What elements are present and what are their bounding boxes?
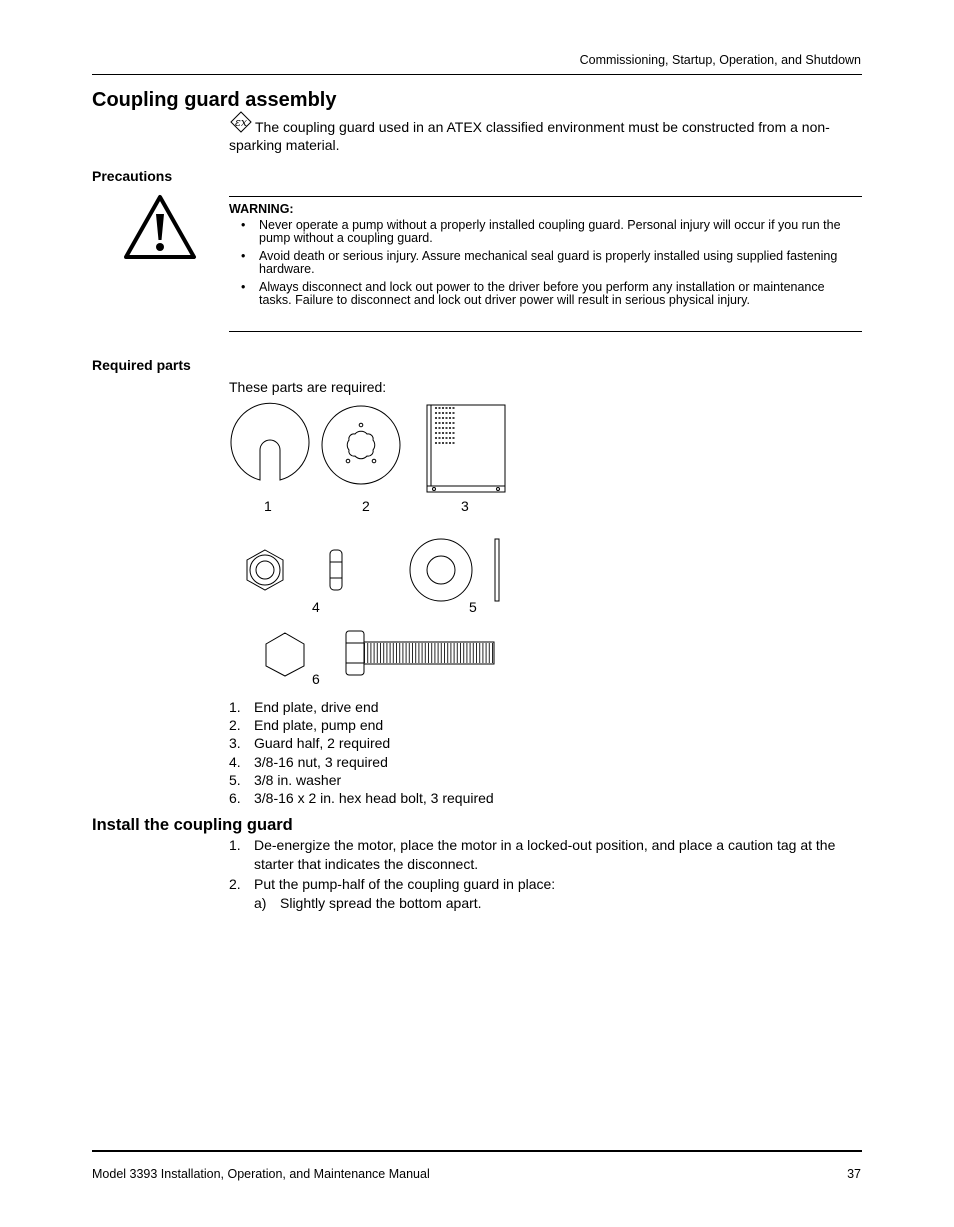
page-title: Coupling guard assembly [92,89,337,111]
step-text: Put the pump-half of the coupling guard in place: [254,876,556,892]
list-item [229,716,494,734]
list-text: End plate, drive end [254,699,379,715]
warning-list [241,219,851,312]
running-header: Commissioning, Startup, Operation, and Shutdown [579,53,861,67]
footer-manual-title: Model 3393 Installation, Operation, and Maintenance Manual [92,1167,430,1181]
substep-number: a) [254,895,267,911]
list-number: 1. [229,699,241,715]
part-1-drive-end-plate [231,403,309,480]
footer-rule [92,1150,862,1152]
part-4-nut [247,550,342,590]
list-number: 4. [229,753,241,770]
substep-list [254,894,859,913]
list-item [229,753,494,771]
figure-label: 1 [264,498,272,514]
required-parts-heading: Required parts [92,357,191,373]
list-item [229,789,494,807]
parts-list [229,698,494,807]
part-5-washer [410,539,499,601]
part-3-guard-half [427,405,505,492]
warning-item: • Always disconnect and lock out power to the driver before you perform any installation or maintenance tasks. Failure to disconnect and lock out driver power will result in serious physical injury. [241,281,851,307]
part-6-bolt [266,631,494,676]
list-text: 3/8 in. washer [254,771,342,788]
parts-intro: These parts are required: [229,379,387,395]
list-number: 2. [229,717,241,734]
parts-illustration [225,400,515,692]
atex-note: The coupling guard used in an ATEX classified environment must be constructed from a non-sparking material. [229,119,830,153]
list-text: 3/8-16 x 2 in. hex head bolt, 3 required [254,790,494,807]
figure-label: 5 [469,599,477,615]
page-number: 37 [847,1167,861,1181]
substep-item [254,894,859,913]
substep-text: Slightly spread the bottom apart. [280,895,482,911]
svg-text:εx: εx [234,116,248,129]
warning-label: WARNING: [229,202,294,216]
figure-label: 4 [312,599,320,615]
header-rule [92,74,862,75]
list-item [229,771,494,789]
list-text: Guard half, 2 required [254,735,391,752]
figure-label: 3 [461,498,469,514]
warning-item: • Avoid death or serious injury. Assure mechanical seal guard is properly installed using supplied fastening hardware. [241,250,851,276]
warning-item: • Never operate a pump without a properly installed coupling guard. Personal injury will occur if you run the pump without a coupling guard. [241,219,851,245]
list-item [229,734,494,752]
list-number: 5. [229,771,241,788]
list-text: 3/8-16 nut, 3 required [254,753,388,770]
warning-triangle-icon [123,194,197,260]
install-steps [229,836,859,914]
step-item [229,875,859,913]
list-text: End plate, pump end [254,717,384,734]
install-heading: Install the coupling guard [92,816,293,834]
figure-label: 6 [312,671,320,687]
list-number: 3. [229,735,241,752]
part-2-pump-end-plate [322,406,400,484]
figure-label: 2 [362,498,370,514]
step-item [229,836,859,874]
step-text: De-energize the motor, place the motor in a locked-out position, and place a caution tag at the starter that indicates the disconnect. [254,837,836,872]
list-item [229,698,494,716]
precautions-heading: Precautions [92,168,173,184]
step-number: 1. [229,837,241,853]
step-number: 2. [229,876,241,892]
list-number: 6. [229,790,241,807]
